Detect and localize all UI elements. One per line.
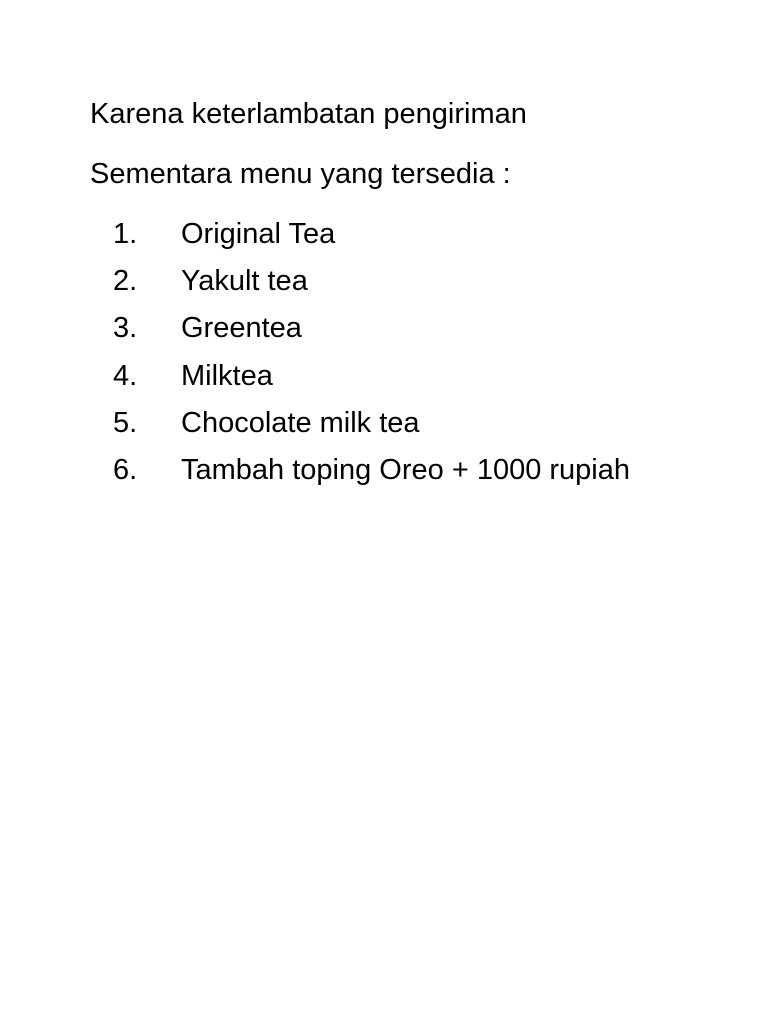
list-item-number: 2. [113, 265, 138, 298]
list-item-text: Greentea [181, 312, 302, 345]
menu-intro-line: Sementara menu yang tersedia : [90, 158, 511, 190]
list-item-text: Milktea [181, 359, 273, 392]
list-item-number: 5. [113, 406, 138, 439]
list-item-text: Yakult tea [181, 265, 308, 298]
list-item-number: 1. [113, 218, 138, 250]
notice-line: Karena keterlambatan pengiriman [90, 98, 527, 130]
list-item-text: Chocolate milk tea [181, 406, 420, 439]
list-item-text: Tambah toping Oreo + 1000 rupiah [181, 453, 631, 486]
list-item-number: 6. [113, 453, 138, 486]
list-item-number: 4. [113, 359, 138, 392]
list-item-text: Original Tea [181, 218, 336, 250]
list-item-number: 3. [113, 312, 138, 345]
